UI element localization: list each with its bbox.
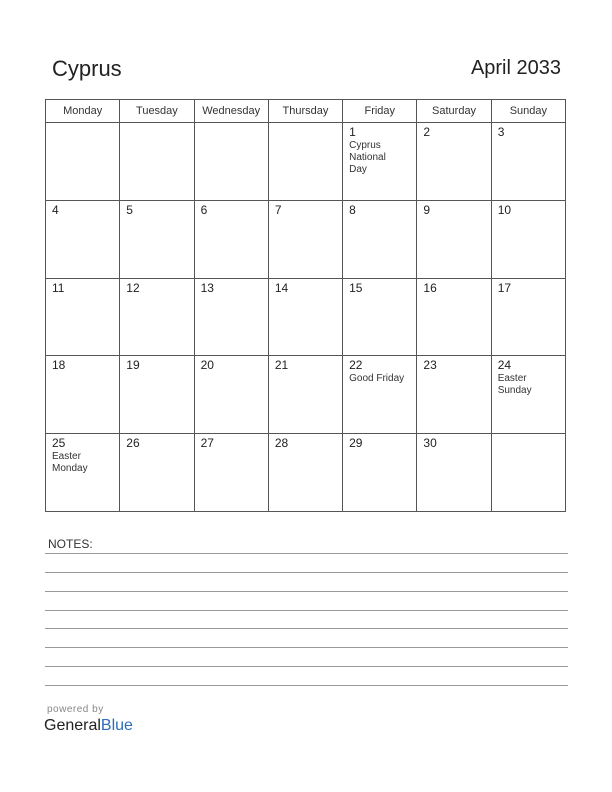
calendar-day-cell xyxy=(343,200,417,278)
logo-text-general: General xyxy=(44,717,101,734)
notes-line xyxy=(45,628,568,629)
country-title: Cyprus xyxy=(52,56,122,81)
day-number: 14 xyxy=(274,280,289,295)
calendar-day-cell xyxy=(46,123,120,201)
day-number: 28 xyxy=(274,436,289,451)
calendar-day-cell xyxy=(120,434,194,512)
day-number: 12 xyxy=(126,280,140,295)
calendar-day-cell xyxy=(120,278,194,356)
calendar-day-cell xyxy=(46,200,120,278)
weekday-saturday: Saturday xyxy=(417,100,491,123)
day-number: 4 xyxy=(52,202,59,217)
calendar-day-cell xyxy=(194,278,268,356)
calendar-day-cell xyxy=(46,278,120,356)
weekday-header-row xyxy=(46,100,566,123)
weekday-tuesday: Tuesday xyxy=(120,100,194,123)
day-number: 29 xyxy=(349,436,363,451)
calendar-week-row xyxy=(46,123,566,201)
weekday-wednesday: Wednesday xyxy=(194,100,268,123)
calendar-day-cell xyxy=(120,123,194,201)
calendar-day-cell xyxy=(46,434,120,512)
month-title: April 2033 xyxy=(470,57,561,79)
notes-line xyxy=(45,553,568,554)
calendar-grid xyxy=(45,99,566,512)
notes-line xyxy=(45,666,568,667)
notes-line xyxy=(45,647,568,648)
day-number: 30 xyxy=(423,436,437,451)
calendar-week-row xyxy=(46,434,566,512)
day-number: 20 xyxy=(200,358,214,373)
day-number: 3 xyxy=(497,125,505,139)
calendar-day-cell xyxy=(268,434,342,512)
powered-by-text: powered by xyxy=(47,704,104,715)
calendar-day-cell xyxy=(194,434,268,512)
day-number: 1 xyxy=(349,125,356,139)
day-number: 15 xyxy=(349,280,363,295)
day-number: 2 xyxy=(423,125,431,139)
day-number: 16 xyxy=(423,280,437,295)
calendar-day-cell xyxy=(417,123,491,201)
weekday-friday: Friday xyxy=(343,100,417,123)
logo-text-blue: Blue xyxy=(100,717,133,734)
calendar-day-cell xyxy=(417,278,491,356)
holiday-label: Easter Sunday xyxy=(497,373,532,397)
day-number: 5 xyxy=(126,202,133,217)
day-number: 23 xyxy=(423,358,437,373)
weekday-thursday: Thursday xyxy=(268,100,342,123)
calendar-day-cell xyxy=(194,356,268,434)
notes-line xyxy=(45,572,568,573)
calendar-day-cell xyxy=(491,434,565,512)
calendar-day-cell xyxy=(417,200,491,278)
calendar-day-cell xyxy=(417,356,491,434)
day-number: 17 xyxy=(497,280,512,295)
notes-label: NOTES: xyxy=(48,537,93,551)
weekday-monday: Monday xyxy=(46,100,120,123)
day-number: 25 xyxy=(52,436,66,451)
day-number: 22 xyxy=(349,358,363,373)
day-number: 6 xyxy=(200,202,208,217)
calendar-day-cell xyxy=(194,200,268,278)
weekday-sunday: Sunday xyxy=(491,100,565,123)
calendar-day-cell xyxy=(343,356,417,434)
notes-line xyxy=(45,591,568,592)
calendar-day-cell xyxy=(194,123,268,201)
day-number: 9 xyxy=(423,202,431,217)
day-number: 8 xyxy=(349,202,356,217)
calendar-day-cell xyxy=(120,200,194,278)
calendar-week-row xyxy=(46,356,566,434)
calendar-day-cell xyxy=(46,356,120,434)
holiday-label: Good Friday xyxy=(349,373,405,385)
day-number: 10 xyxy=(497,202,512,217)
calendar-day-cell xyxy=(417,434,491,512)
calendar-day-cell xyxy=(491,200,565,278)
day-number: 13 xyxy=(200,280,214,295)
calendar-day-cell xyxy=(268,278,342,356)
day-number: 21 xyxy=(274,358,289,373)
day-number: 11 xyxy=(52,280,65,295)
calendar-day-cell xyxy=(268,123,342,201)
calendar-day-cell xyxy=(343,434,417,512)
day-number: 18 xyxy=(52,358,66,373)
calendar-day-cell xyxy=(120,356,194,434)
calendar-day-cell xyxy=(491,123,565,201)
generalblue-logo xyxy=(44,717,133,735)
day-number: 7 xyxy=(274,202,282,217)
day-number: 19 xyxy=(126,358,140,373)
notes-line xyxy=(45,685,568,686)
day-number: 27 xyxy=(200,436,214,451)
calendar-day-cell xyxy=(343,278,417,356)
day-number: 24 xyxy=(497,358,512,373)
calendar-day-cell xyxy=(491,278,565,356)
holiday-label: Cyprus National Day xyxy=(349,140,386,175)
holiday-label: Easter Monday xyxy=(52,451,88,475)
day-number: 26 xyxy=(126,436,140,451)
calendar-day-cell xyxy=(268,356,342,434)
calendar-day-cell xyxy=(491,356,565,434)
notes-line xyxy=(45,610,568,611)
calendar-week-row xyxy=(46,278,566,356)
calendar-day-cell xyxy=(343,123,417,201)
calendar-week-row xyxy=(46,200,566,278)
calendar-body xyxy=(46,123,566,512)
calendar-day-cell xyxy=(268,200,342,278)
